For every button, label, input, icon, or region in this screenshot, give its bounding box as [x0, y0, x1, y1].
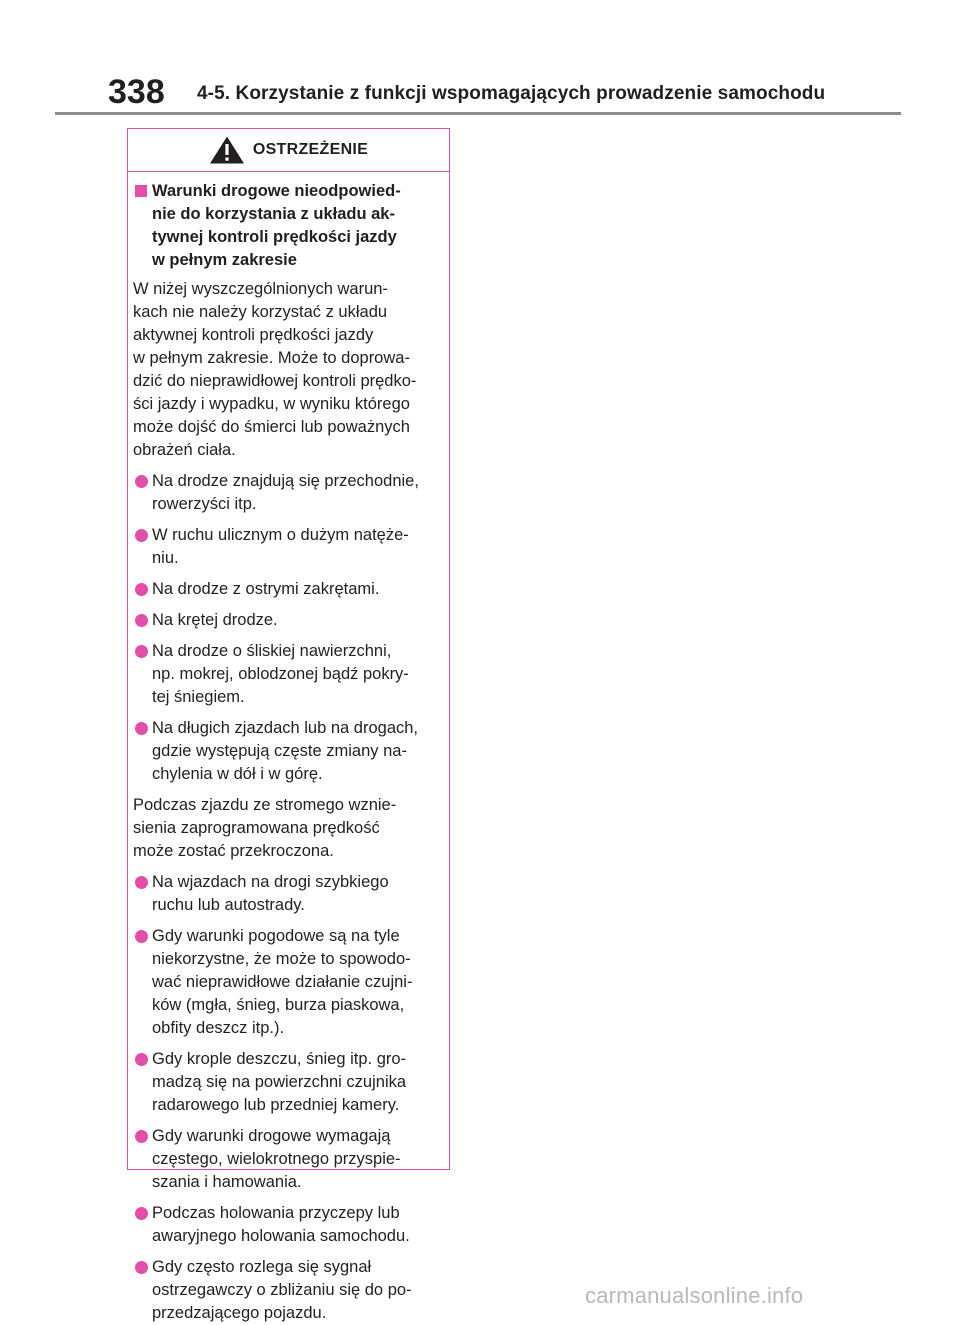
bullet-dot-icon	[135, 645, 148, 658]
list-item-text	[152, 640, 445, 709]
list-item-text	[152, 925, 445, 1040]
text-line: madzą się na powierzchni czujnika	[152, 1073, 407, 1091]
page-header	[0, 0, 960, 118]
list-item-text	[152, 1256, 445, 1325]
square-bullet-icon	[135, 185, 147, 197]
text-line: może zostać przekroczona.	[133, 842, 334, 860]
bullet-dot-icon	[135, 1130, 148, 1143]
bullet-dot-icon	[135, 930, 148, 943]
text-line: przedzającego pojazdu.	[152, 1304, 327, 1322]
text-line: dzić do nieprawidłowej kontroli prędko-	[133, 372, 417, 390]
text-line: obfity deszcz itp.).	[152, 1019, 285, 1037]
list-item-text	[152, 1125, 445, 1194]
text-line: ków (mgła, śnieg, burza piaskowa,	[152, 996, 405, 1014]
warning-header	[128, 129, 449, 172]
list-item	[133, 1256, 445, 1325]
text-line: radarowego lub przedniej kamery.	[152, 1096, 400, 1114]
bullet-dot-icon	[135, 722, 148, 735]
text-line: ruchu lub autostrady.	[152, 896, 305, 914]
list-item	[133, 578, 445, 601]
text-line: Na krętej drodze.	[152, 611, 278, 629]
text-line: może dojść do śmierci lub poważnych	[133, 418, 410, 436]
text-line: aktywnej kontroli prędkości jazdy	[133, 326, 374, 344]
text-line: awaryjnego holowania samochodu.	[152, 1227, 410, 1245]
text-line: w pełnym zakresie. Może to doprowa-	[133, 349, 410, 367]
warning-triangle-icon	[209, 135, 245, 165]
list-item	[133, 640, 445, 709]
text-line: np. mokrej, oblodzonej bądź pokry-	[152, 665, 409, 683]
text-line: Na wjazdach na drogi szybkiego	[152, 873, 389, 891]
list-item	[133, 1202, 445, 1248]
bullet-dot-icon	[135, 475, 148, 488]
text-line: obrażeń ciała.	[133, 441, 236, 459]
text-line: ostrzegawczy o zbliżaniu się do po-	[152, 1281, 412, 1299]
list-item-text	[152, 470, 445, 516]
text-line: Podczas zjazdu ze stromego wznie-	[133, 796, 397, 814]
list-item-text	[152, 1202, 445, 1248]
intro-paragraph	[133, 278, 445, 462]
text-line: W ruchu ulicznym o dużym natęże-	[152, 526, 409, 544]
list-item	[133, 1048, 445, 1117]
bullet-list-a	[133, 470, 445, 786]
bullet-dot-icon	[135, 1207, 148, 1220]
text-line: niekorzystne, że może to spowodo-	[152, 950, 411, 968]
text-line: Gdy krople deszczu, śnieg itp. gro-	[152, 1050, 407, 1068]
text-line: rowerzyści itp.	[152, 495, 257, 513]
text-line: Podczas holowania przyczepy lub	[152, 1204, 400, 1222]
warning-box	[127, 128, 450, 1322]
bullet-dot-icon	[135, 529, 148, 542]
text-line: Gdy warunki pogodowe są na tyle	[152, 927, 400, 945]
bullet-dot-icon	[135, 614, 148, 627]
text-line: Na długich zjazdach lub na drogach,	[152, 719, 419, 737]
warning-subhead	[133, 180, 445, 272]
bullet-dot-icon	[135, 876, 148, 889]
text-line: gdzie występują częste zmiany na-	[152, 742, 407, 760]
bullet-dot-icon	[135, 583, 148, 596]
header-rule	[55, 112, 901, 115]
list-item	[133, 925, 445, 1040]
text-line: nie do korzystania z układu ak-	[152, 205, 395, 223]
text-line: szania i hamowania.	[152, 1173, 302, 1191]
text-line: W niżej wyszczególnionych warun-	[133, 280, 388, 298]
text-line: ści jazdy i wypadku, w wyniku którego	[133, 395, 410, 413]
text-line: tej śniegiem.	[152, 688, 245, 706]
text-line: w pełnym zakresie	[152, 251, 297, 269]
list-item-text	[152, 578, 445, 601]
text-line: Gdy często rozlega się sygnał	[152, 1258, 372, 1276]
warning-title: OSTRZEŻENIE	[252, 141, 369, 158]
text-line: wać nieprawidłowe działanie czujni-	[152, 973, 413, 991]
text-line: kach nie należy korzystać z układu	[133, 303, 388, 321]
note-paragraph	[133, 794, 445, 863]
page-number: 338	[108, 73, 165, 111]
list-item	[133, 470, 445, 516]
list-item-text	[152, 609, 445, 632]
list-item	[133, 524, 445, 570]
text-line: częstego, wielokrotnego przyspie-	[152, 1150, 401, 1168]
bullet-dot-icon	[135, 1261, 148, 1274]
list-item	[133, 717, 445, 786]
text-line: Na drodze znajdują się przechodnie,	[152, 472, 419, 490]
list-item-text	[152, 871, 445, 917]
text-line: Warunki drogowe nieodpowied-	[152, 182, 401, 200]
list-item-text	[152, 524, 445, 570]
list-item-text	[152, 1048, 445, 1117]
list-item	[133, 871, 445, 917]
text-line: sienia zaprogramowana prędkość	[133, 819, 380, 837]
list-item-text	[152, 717, 445, 786]
text-line: tywnej kontroli prędkości jazdy	[152, 228, 397, 246]
text-line: chylenia w dół i w górę.	[152, 765, 323, 783]
section-title: 4-5. Korzystanie z funkcji wspomagających prowadzenie samochodu	[197, 83, 826, 104]
bullet-dot-icon	[135, 1053, 148, 1066]
list-item	[133, 609, 445, 632]
text-line: Na drodze o śliskiej nawierzchni,	[152, 642, 392, 660]
list-item	[133, 1125, 445, 1194]
text-line: Gdy warunki drogowe wymagają	[152, 1127, 391, 1145]
warning-content	[128, 172, 449, 1325]
text-line: niu.	[152, 549, 179, 567]
watermark: carmanualsonline.info	[585, 1283, 804, 1308]
text-line: Na drodze z ostrymi zakrętami.	[152, 580, 380, 598]
bullet-list-b	[133, 871, 445, 1325]
